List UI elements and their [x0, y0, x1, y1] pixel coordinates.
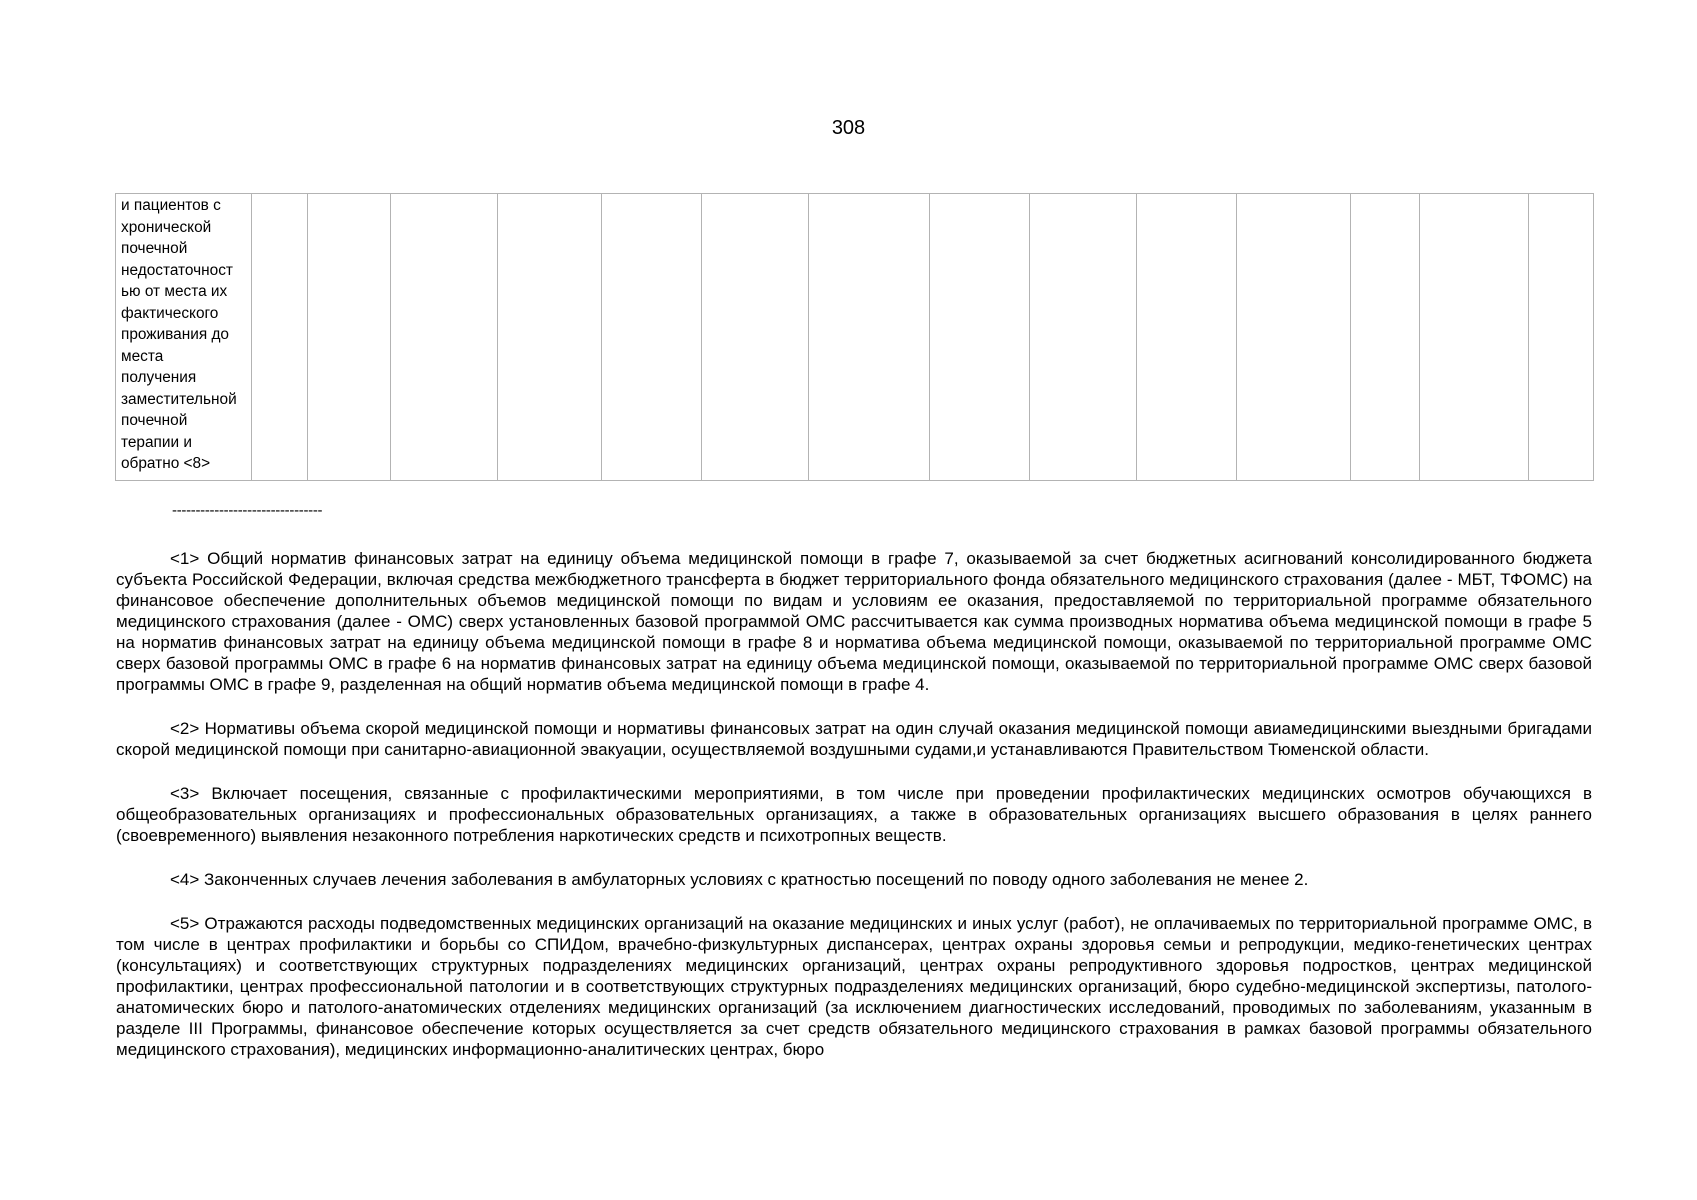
table-cell-text: и пациентов с хронической почечной недостаточност ью от места их фактического проживания до места получения заместительной почечной терапии и обратно <8> [121, 197, 237, 472]
footnotes [116, 548, 1592, 1083]
table-cell [930, 194, 1030, 481]
table-cell [308, 194, 391, 481]
table-cell [498, 194, 602, 481]
table-cell [1529, 194, 1594, 481]
table-cell [602, 194, 702, 481]
page-number: 308 [831, 117, 866, 139]
table-cell [809, 194, 930, 481]
footnote-5: <5> Отражаются расходы подведомственных медицинских организаций на оказание медицинских и иных услуг (работ), не оплачиваемых по территориальной программе ОМС, в том числе в центрах профилактики и борьбы со СПИДом, врачебно-физкультурных диспансерах, центрах охраны здоровья семьи и репродукции, медико-генетических центрах (консультациях) и соответствующих структурных подразделениях медицинских организаций, центрах охраны репродуктивного здоровья подростков, центрах медицинской профилактики, центрах профессиональной патологии и в соответствующих структурных подразделениях медицинских организаций, бюро судебно-медицинской экспертизы, патолого-анатомических бюро и патолого-анатомических отделениях медицинских организаций (за исключением диагностических исследований, проводимых по заболеваниям, указанным в разделе III Программы, финансовое обеспечение которых осуществляется за счет средств обязательного медицинского страхования в рамках базовой программы обязательного медицинского страхования), медицинских информационно-аналитических центрах, бюро [116, 914, 1592, 1059]
footnote-1: <1> Общий норматив финансовых затрат на единицу объема медицинской помощи в графе 7, оказываемой за счет бюджетных асигнований консолидированного бюджета субъекта Российской Федерации, включая средства межбюджетного трансферта в бюджет территориального фонда обязательного медицинского страхования (далее - МБТ, ТФОМС) на финансовое обеспечение дополнительных объемов медицинской помощи по видам и условиям ее оказания, предоставляемой по территориальной программе обязательного медицинского страхования (далее - ОМС) сверх установленных базовой программой ОМС рассчитывается как сумма производных норматива объема медицинской помощи в графе 5 на норматив финансовых затрат на единицу объема медицинской помощи в графе 8 и норматива объема медицинской помощи, оказываемой по территориальной программе ОМС сверх базовой программы ОМС в графе 6 на норматив финансовых затрат на единицу объема медицинской помощи, оказываемой по территориальной программе ОМС сверх базовой программы ОМС в графе 9, разделенная на общий норматив объема медицинской помощи в графе 4. [116, 549, 1592, 694]
table-row [116, 194, 1594, 481]
footnote-4: <4> Законченных случаев лечения заболевания в амбулаторных условиях с кратностью посещений по поводу одного заболевания не менее 2. [170, 870, 1309, 889]
table-cell [1351, 194, 1420, 481]
table-cell [252, 194, 308, 481]
table-cell [1137, 194, 1237, 481]
footnote-3: <3> Включает посещения, связанные с профилактическими мероприятиями, в том числе при проведении профилактических медицинских осмотров обучающихся в общеобразовательных организациях и профессиональных образовательных организациях, а также в образовательных организациях высшего образования в целях раннего (своевременного) выявления незаконного потребления наркотических средств и психотропных веществ. [116, 784, 1592, 845]
footnote-separator: -------------------------------- [172, 502, 323, 519]
table-cell [702, 194, 809, 481]
table-cell [1030, 194, 1137, 481]
table-cell [1420, 194, 1529, 481]
table-cell [391, 194, 498, 481]
table-continuation [115, 193, 1594, 481]
table-cell-label [116, 194, 252, 481]
table-cell [1237, 194, 1351, 481]
footnote-2: <2> Нормативы объема скорой медицинской помощи и нормативы финансовых затрат на один случай оказания медицинской помощи авиамедицинскими выездными бригадами скорой медицинской помощи при санитарно-авиационной эвакуации, осуществляемой воздушными судами,и устанавливаются Правительством Тюменской области. [116, 719, 1592, 759]
